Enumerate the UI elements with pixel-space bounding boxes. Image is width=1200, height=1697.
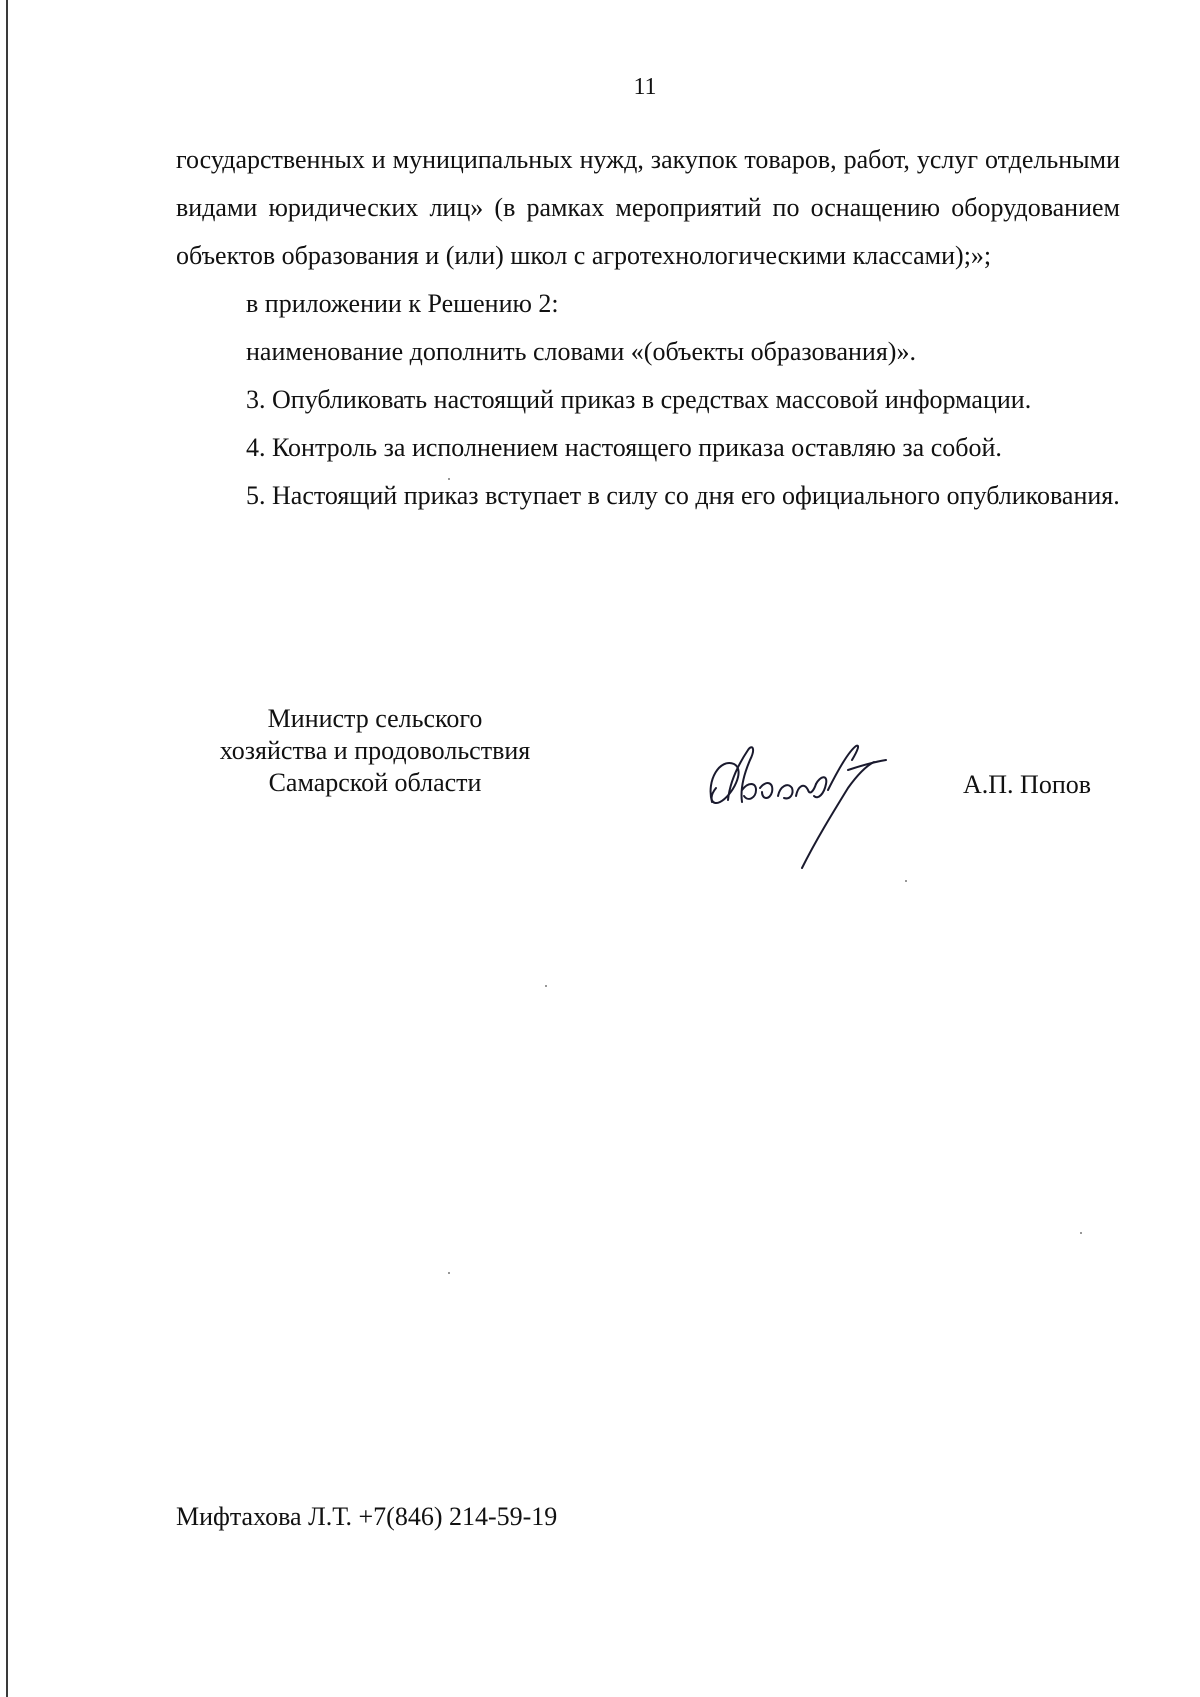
signatory-title-line: Самарской области: [268, 768, 482, 797]
paragraph-item-4: 4. Контроль за исполнением настоящего приказа оставляю за собой.: [246, 433, 1002, 462]
handwritten-signature: [698, 740, 888, 870]
signatory-title-line: Министр сельского: [267, 704, 483, 733]
page-number: 11: [633, 74, 657, 100]
scan-speck: [905, 880, 907, 882]
scan-speck: [448, 478, 450, 480]
scan-speck: [545, 985, 547, 987]
document-body: [176, 136, 1120, 520]
signatory-title: [200, 703, 550, 799]
paragraph-appendix-ref: в приложении к Решению 2:: [246, 289, 559, 318]
paragraph-continuation: государственных и муниципальных нужд, закупок товаров, работ, услуг отдельными видами юридических лиц» (в рамках мероприятий по оснащению оборудованием объектов образования и (или) школ с агротехнологическими классами);»;: [176, 145, 1120, 270]
paragraph-item-5: 5. Настоящий приказ вступает в силу со дня его официального опубликования.: [246, 481, 1120, 510]
scan-edge-line: [6, 0, 8, 1697]
scan-speck: [1080, 1232, 1082, 1234]
paragraph-name-amendment: наименование дополнить словами «(объекты образования)».: [246, 337, 916, 366]
paragraph-item-3: 3. Опубликовать настоящий приказ в средствах массовой информации.: [246, 385, 1032, 414]
signatory-title-line: хозяйства и продовольствия: [219, 736, 531, 765]
signatory-name: А.П. Попов: [963, 770, 1092, 799]
executor-contact: Мифтахова Л.Т. +7(846) 214-59-19: [176, 1502, 558, 1531]
scan-speck: [448, 1272, 450, 1274]
